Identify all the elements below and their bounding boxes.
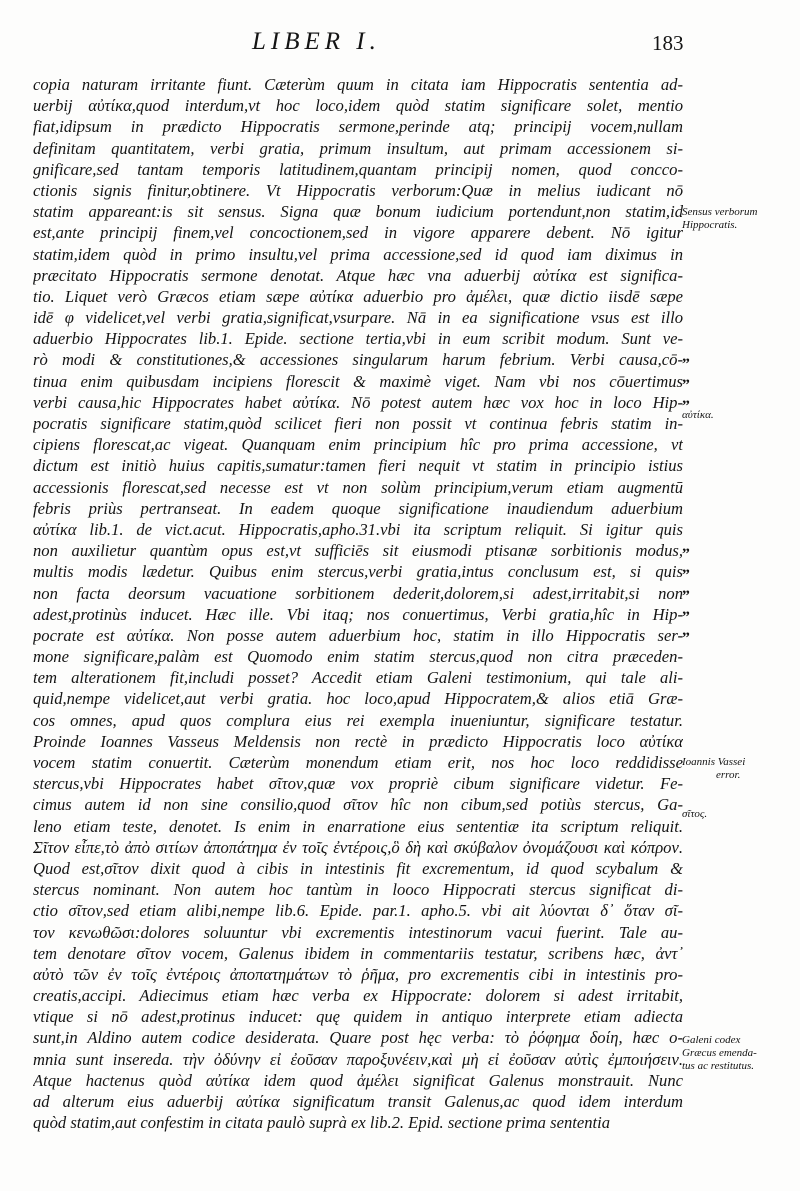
text-line: τον κενωθῶσι:dolores soluuntur vbi excrementis intestinorum vacui fuerint. Tale au- [33,922,683,942]
margin-note-galeni: Galeni codex Græcus emenda- tus ac restitutus. [682,1034,757,1072]
quote-mark: „ [682,559,690,576]
text-line: multis modis lædetur. Quibus enim stercus,verbi gratia,intus conclusum est, si quis [33,562,683,582]
text-line: statim,idem quòd in primo insultu,vel prima accessione,sed id quod iam diximus in [33,244,683,264]
text-line: quòd statim,aut confestim in citata paulò suprà ex lib.2. Epid. sectione prima sententia [33,1113,611,1133]
text-line: αὐτίκα lib.1. de vict.acut. Hippocratis,apho.31.vbi ita scriptum reliquit. Si igitur quis [33,519,683,539]
running-header: LIBER I. [252,28,381,55]
margin-note-vassei: Ioannis Vassei error. [682,756,746,781]
margin-note-sitos: σῖτος. [682,808,708,820]
quote-mark: „ [682,622,690,639]
text-line: dictum est initiò huius capitis,sumatur:tamen fieri nequit vt statim in principio istius [33,456,683,476]
quote-mark: „ [682,348,690,365]
text-line: idē φ videlicet,vel verbi gratia,significat,vsurpare. Nā in ea significatione vsus est illo [33,308,683,328]
text-line: febris priùs pertranseat. In eadem quoque significatione inaudiendum aduerbium [33,498,683,518]
text-line: definitam quantitatem, verbi gratia, primum insultum, aut primam accessionem si- [33,138,683,158]
text-line: fiat,idipsum in prædicto Hippocratis sermone,perinde atq; principij vocem,nullam [33,117,683,137]
quote-mark: „ [682,601,690,618]
text-line: tinua enim quibusdam incipiens florescit & maximè viget. Nam vbi nos cōuertimus [33,371,683,391]
text-line: Atque hactenus quòd αὐτίκα idem quod ἀμέλει significat Galenus monstrauit. Nunc [33,1070,683,1090]
text-line: ctio σῖτον,sed etiam alibi,nempe lib.6. Epide. par.1. apho.5. vbi ait λύονται δ᾽ ὅταν σῖ- [33,901,683,921]
text-line: Proinde Ioannes Vasseus Meldensis non rectè in prædicto Hippocratis loco αὐτίκα [33,731,683,751]
text-line: uerbij αὐτίκα,quod interdum,vt hoc loco,idem quòd statim significare solet, mentio [33,96,683,116]
text-line: aduerbio Hippocrates lib.1. Epide. sectione tertia,vbi in eum scribit modum. Sunt ve- [33,329,683,349]
body-text [33,74,683,1133]
text-line: leno etiam teste, denotet. Is enim in enarratione eius sententiæ ita scriptum reliquit. [33,816,683,836]
text-line: ctionis signis finitur,obtinere. Vt Hippocratis verborum:Quæ in melius iudicant nō [33,180,683,200]
text-line: sunt,in Aldino autem codice desiderata. Quare post hęc verba: τὸ ῥόφημα δοίη, hæc o- [33,1028,683,1048]
text-line: ad alterum eius aduerbij αὐτίκα significatum transit Galenus,ac quod idem interdum [33,1092,683,1111]
text-line: gnificare,sed tantam temporis latitudinem,quantam principij nomen, quod concco- [33,159,683,179]
text-line: accessionis florescat,sed necesse est vt non solùm principium,verum etiam augmentū [33,477,683,497]
page-number: 183 [652,31,684,55]
text-line: stercus nominant. Non autem hoc tantùm in looco Hippocrati stercus significat di- [33,880,683,900]
text-line: copia naturam irritante fiunt. Cæterùm quum in citata iam Hippocratis sententia ad- [33,75,683,94]
text-line: rò modi & constitutiones,& accessiones singularum harum febrium. Verbi causa,cō- [33,350,683,370]
text-line: pocratis significare statim,quòd scilicet fieri non possit vt continua febris statim in- [33,414,683,433]
text-line: mnia sunt insereda. τὴν ὀδύνην εἰ ἐοῦσαν παροξυνέειν,καὶ μὴ εἰ ἐοῦσαν αὐτὶς ἐμποιήσειν. [33,1049,683,1069]
text-line: cimus autem id non sine consilio,quod σῖτον hîc non cibum,sed potiùs stercus, Ga- [33,795,683,815]
text-line: tem alterationem fit,includi posset? Accedit etiam Galeni testimonium, qui tale ali- [33,668,683,688]
text-line: statim appareant:is sit sensus. Signa quæ bonum iudicium portendunt,non statim,id [33,202,683,222]
text-line: non auxilietur quantùm opus est,vt sufficiēs sit eiusmodi ptisanæ sorbitionis modus, [33,541,683,561]
text-line: non facta deorsum vacuatione sorbitionem dederit,dolorem,si adest,irritabit,si non [33,583,683,603]
text-line: creatis,accipi. Adiecimus etiam hæc verba ex Hippocrate: dolorem si adest irritabit, [33,986,683,1006]
text-line: stercus,vbi Hippocrates habet σῖτον,quæ vox propriè cibum significare videtur. Fe- [33,774,683,794]
text-line: verbi causa,hic Hippocrates habet αὐτίκα. Nō potest autem hæc vox hoc in loco Hip- [33,392,683,412]
text-line: vocem statim conuertit. Cæterùm monendum etiam erit, nos hoc loco reddidisse [33,753,683,772]
text-line: pocrate est αὐτίκα. Non posse autem aduerbium hoc, statim in illo Hippocratis ser- [33,625,683,645]
quote-mark: „ [682,390,690,407]
text-line: tem denotare σῖτον vocem, Galenus ibidem in commentariis testatur, scribens hæc, ἀντ᾽ [33,943,683,963]
quote-mark: „ [682,580,690,597]
text-line: cipiens florescat,ac vigeat. Quanquam enim principium hîc pro prima accessione, vt [33,435,683,455]
text-line: cos omnes, apud quos complura eius rei exempla inueniuntur, significare testatur. [33,710,683,730]
quote-mark: „ [682,369,690,386]
text-line: Quod est,σῖτον dixit quod à cibis in intestinis fit excrementum, id quod scybalum & [33,858,683,878]
text-line: αὐτὸ τῶν ἐν τοῖς ἐντέροις ἀποπατημάτων τὸ ῥῆμα, pro excrementis cibi in intestinis pro- [33,964,683,984]
text-line: præcitato Hippocratis sermone denotat. Atque hæc vna aduerbij αὐτίκα est significa- [33,265,683,285]
text-line: Σῖτον εἶπε,τὸ ἀπὸ σιτίων ἀποπάτημα ἐν τοῖς ἐντέροις,ὃ δὴ καὶ σκύβαλον ὀνομάζουσι καὶ κόπρον. [33,837,683,857]
text-line: tio. Liquet verò Græcos etiam sæpe αὐτίκα aduerbio pro ἀμέλει, quæ dictio iisdē sæpe [33,286,683,306]
text-line: quid,nempe videlicet,aut verbi gratia. hoc loco,apud Hippocratem,& alios etiā Græ- [33,689,683,709]
margin-note-sensus: Sensus verborum Hippocratis. [682,206,758,231]
text-line: mone significare,palàm est Quomodo enim statim stercus,quod non citra præceden- [33,647,683,667]
quote-mark: „ [682,538,690,555]
margin-note-autika: αὐτίκα. [682,409,714,421]
text-line: est,ante principij finem,vel concoctionem,sed in vigore apparere debent. Nō igitur [33,223,683,243]
text-line: vtique si nō adest,protinus inducet: quę quidem in antiquo interprete etiam adiecta [33,1007,683,1027]
text-line: adest,protinùs inducet. Hæc ille. Vbi itaq; nos conuertimus, Verbi gratia,hîc in Hip- [33,604,683,624]
